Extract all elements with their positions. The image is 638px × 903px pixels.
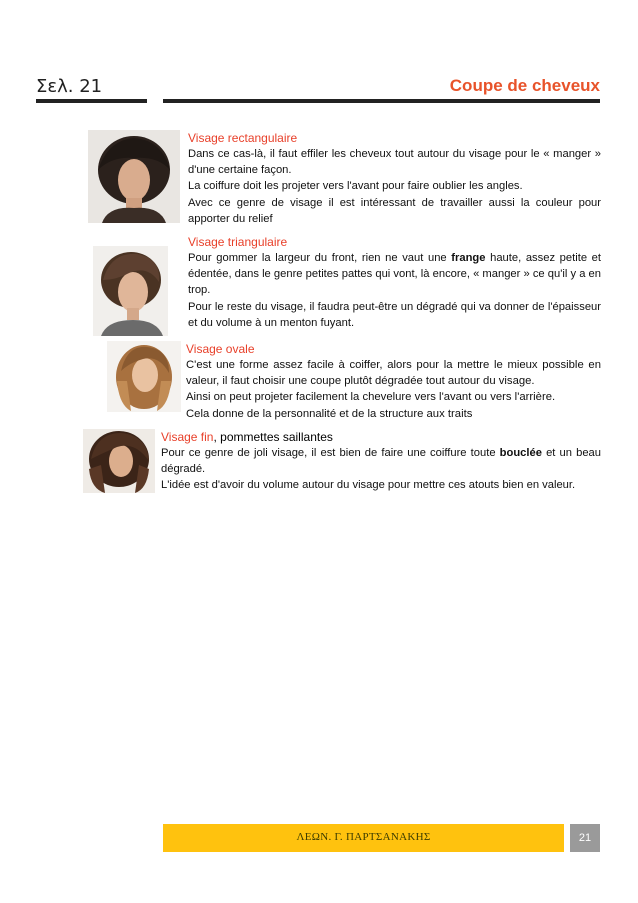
section-paragraph: Pour gommer la largeur du front, rien ne vaut une frange haute, assez petite et édentée, dans le genre petites pattes qui vont, là encore, « manger » ce qu'il y a en trop. — [188, 252, 602, 297]
section-line: Ainsi on peut projeter facilement la chevelure vers l'avant ou vers l'arrière. — [186, 391, 556, 404]
section-line: Cela donne de la personnalité et de la structure aux traits — [186, 407, 473, 420]
portrait-image-fine-face — [83, 429, 155, 493]
footer-bar — [163, 824, 564, 852]
section-line: Dans ce cas-là, il faut effiler les cheveux tout autour du visage pour le « manger » d'une certaine façon. — [188, 148, 601, 177]
header-rule-right — [163, 99, 600, 103]
section-title-triangular: Visage triangulaire — [188, 235, 288, 249]
section-body-fine-face — [161, 445, 601, 494]
section-paragraph: L'idée est d'avoir du volume autour du visage pour mettre ces atouts bien en valeur. — [161, 479, 576, 492]
page-label: Σελ. 21 — [36, 76, 103, 97]
portrait-image-oval — [107, 341, 181, 412]
page-number-badge: 21 — [570, 824, 600, 852]
section-title-oval: Visage ovale — [186, 342, 255, 356]
section-line: C'est une forme assez facile à coiffer, alors pour la mettre le mieux possible en valeur, il faut choisir une coupe plutôt dégradée tout autour du visage. — [186, 359, 601, 388]
section-body-rectangular — [188, 146, 601, 227]
header-rule-left — [36, 99, 147, 103]
bold-term-bouclee: bouclée — [499, 447, 542, 459]
section-body-oval — [186, 357, 601, 422]
portrait-image-rectangular — [88, 130, 180, 223]
portrait-image-triangular — [93, 246, 168, 336]
section-title-fine-face: Visage fin, pommettes saillantes — [161, 430, 333, 444]
section-line: Avec ce genre de visage il est intéressant de travailler aussi la couleur pour apporter du relief — [188, 196, 601, 225]
section-title-rectangular: Visage rectangulaire — [188, 131, 298, 145]
section-paragraph: Pour ce genre de joli visage, il est bien de faire une coiffure toute bouclée et un beau dégradé. — [161, 447, 601, 476]
page-title: Coupe de cheveux — [449, 76, 600, 95]
footer-author: ΛΕΩΝ. Γ. ΠΑΡΤΣΑΝΑΚΗΣ — [296, 831, 431, 843]
section-body-triangular — [188, 250, 601, 331]
section-paragraph: Pour le reste du visage, il faudra peut-être un dégradé qui va donner de l'épaisseur et du volume à un menton fuyant. — [188, 300, 601, 329]
section-line: La coiffure doit les projeter vers l'avant pour faire oublier les angles. — [188, 180, 523, 193]
bold-term-frange: frange — [451, 252, 486, 264]
